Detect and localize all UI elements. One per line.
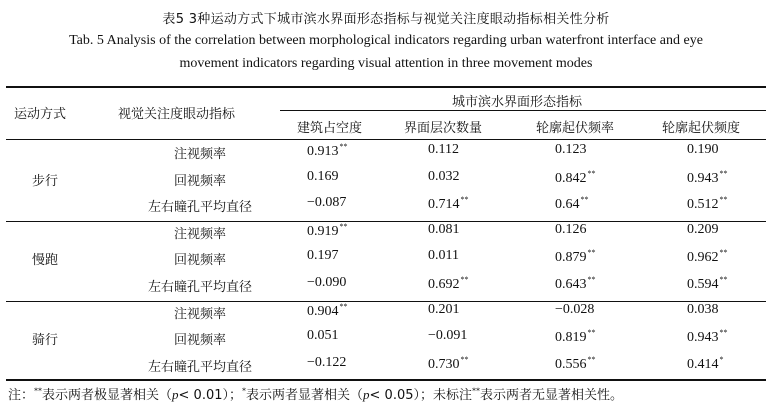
table-cell xyxy=(307,328,339,344)
table-cell xyxy=(307,275,346,291)
table-cell xyxy=(555,275,596,293)
note-lead: 注： xyxy=(8,388,35,403)
table-cell xyxy=(687,169,728,187)
cell-value: 0.201 xyxy=(428,301,460,317)
header-col-2: 界面层次数量 xyxy=(404,121,483,136)
note-mark-1: ** xyxy=(34,386,43,396)
significance-mark: ** xyxy=(719,248,728,258)
note-text-2: 表示两者显著相关（ xyxy=(246,388,364,403)
note-text-1: 表示两者极显著相关（ xyxy=(42,388,173,403)
significance-mark: ** xyxy=(719,195,728,205)
table-top-rule xyxy=(6,86,766,88)
significance-mark: ** xyxy=(587,248,596,258)
cell-value: 0.512 xyxy=(687,197,719,213)
table-caption-en-line1: Tab. 5 Analysis of the correlation between morphological indicators regarding urban waterfront interface and eye xyxy=(69,33,703,48)
cell-value: 0.943 xyxy=(687,170,719,186)
cell-value: 0.011 xyxy=(428,248,459,264)
group-separator-rule xyxy=(6,221,766,222)
table-caption-cn: 表5 3种运动方式下城市滨水界面形态指标与视觉关注度眼动指标相关性分析 xyxy=(162,12,610,27)
cell-value: 0.919 xyxy=(307,223,339,239)
cell-value: 0.126 xyxy=(555,221,587,237)
table-cell xyxy=(428,142,459,158)
cell-value: 0.913 xyxy=(307,144,339,159)
table-cell xyxy=(428,355,469,373)
table-cell xyxy=(307,195,346,211)
significance-mark: ** xyxy=(587,168,596,178)
header-metric: 视觉关注度眼动指标 xyxy=(118,107,236,122)
significance-mark: * xyxy=(719,354,724,364)
cell-value: 0.414 xyxy=(687,356,719,372)
cell-value: −0.122 xyxy=(307,354,347,370)
note-p-2: p xyxy=(363,387,370,402)
cell-value: 0.879 xyxy=(555,250,587,266)
row-metric-label: 回视频率 xyxy=(173,173,226,189)
significance-mark: ** xyxy=(587,354,596,364)
group-mode-label: 骑行 xyxy=(32,333,59,349)
significance-mark: ** xyxy=(339,301,348,311)
column-group-rule xyxy=(280,110,766,111)
row-metric-label: 左右瞳孔平均直径 xyxy=(147,200,252,216)
header-group: 城市滨水界面形态指标 xyxy=(452,95,583,110)
cell-value: 0.081 xyxy=(428,221,460,237)
table-cell xyxy=(428,328,467,344)
significance-mark: ** xyxy=(719,168,728,178)
significance-mark: ** xyxy=(460,354,469,364)
table-cell xyxy=(428,302,460,318)
header-bottom-rule xyxy=(6,139,766,140)
group-separator-rule xyxy=(6,301,766,302)
cell-value: 0.64 xyxy=(555,197,580,213)
header-mode: 运动方式 xyxy=(14,107,67,122)
table-cell xyxy=(307,248,339,264)
table-caption-en-line2: movement indicators regarding visual attention in three movement modes xyxy=(179,56,593,71)
table-cell xyxy=(687,248,728,266)
note-cond-1: < 0.01）； xyxy=(178,388,243,403)
table-cell xyxy=(555,142,587,158)
header-col-1: 建筑占空度 xyxy=(297,121,363,136)
cell-value: −0.091 xyxy=(428,328,468,344)
cell-value: 0.594 xyxy=(687,277,719,292)
cell-value: 0.556 xyxy=(555,356,587,372)
cell-value: 0.904 xyxy=(307,303,339,319)
note-mark-2: * xyxy=(242,386,247,396)
table-cell xyxy=(307,222,348,240)
row-metric-label: 注视频率 xyxy=(173,147,226,162)
row-metric-label: 注视频率 xyxy=(173,306,226,322)
table-cell xyxy=(687,195,728,213)
cell-value: 0.032 xyxy=(428,168,460,184)
group-mode-label: 慢跑 xyxy=(32,253,59,269)
significance-mark: ** xyxy=(339,142,348,151)
cell-value: 0.209 xyxy=(687,221,719,237)
cell-value: 0.169 xyxy=(307,168,339,184)
row-metric-label: 左右瞳孔平均直径 xyxy=(147,359,252,375)
table-cell xyxy=(307,142,348,160)
cell-value: 0.123 xyxy=(555,142,587,157)
cell-value: −0.087 xyxy=(307,195,347,211)
table-cell xyxy=(555,248,596,266)
table-cell xyxy=(555,328,596,346)
note-p-1: p xyxy=(172,387,179,402)
table-cell xyxy=(555,355,596,373)
table-cell xyxy=(687,328,728,346)
cell-value: 0.038 xyxy=(687,301,719,317)
significance-mark: ** xyxy=(580,195,589,205)
cell-value: −0.090 xyxy=(307,275,347,290)
table-cell xyxy=(307,355,346,371)
table-cell xyxy=(428,195,469,213)
table-cell xyxy=(687,302,719,318)
cell-value: 0.714 xyxy=(428,197,460,213)
row-metric-label: 注视频率 xyxy=(173,226,226,242)
table-cell xyxy=(687,142,719,158)
cell-value: 0.051 xyxy=(307,328,339,344)
significance-mark: ** xyxy=(460,275,469,284)
table-cell xyxy=(307,302,348,320)
table-cell xyxy=(555,195,589,213)
cell-value: 0.819 xyxy=(555,330,587,346)
cell-value: 0.112 xyxy=(428,142,459,157)
note-mark-3: ** xyxy=(472,386,481,396)
table-cell xyxy=(428,275,469,293)
table-cell xyxy=(307,169,339,185)
cell-value: 0.197 xyxy=(307,248,339,264)
cell-value: 0.943 xyxy=(687,330,719,346)
table-cell xyxy=(555,302,594,318)
cell-value: 0.643 xyxy=(555,277,587,292)
table-cell xyxy=(428,248,459,264)
table-cell xyxy=(687,275,728,293)
cell-value: 0.730 xyxy=(428,356,460,372)
significance-mark: ** xyxy=(587,328,596,338)
table-note xyxy=(8,384,623,403)
significance-mark: ** xyxy=(719,328,728,338)
table-cell xyxy=(428,169,460,185)
cell-value: −0.028 xyxy=(555,301,595,317)
row-metric-label: 回视频率 xyxy=(173,253,226,269)
table-cell xyxy=(555,222,587,238)
group-mode-label: 步行 xyxy=(32,173,59,189)
cell-value: 0.962 xyxy=(687,250,719,266)
significance-mark: ** xyxy=(460,195,469,205)
significance-mark: ** xyxy=(339,221,348,231)
header-col-3: 轮廓起伏频率 xyxy=(536,121,615,136)
table-cell xyxy=(687,355,724,373)
table-cell xyxy=(687,222,719,238)
row-metric-label: 左右瞳孔平均直径 xyxy=(147,280,252,295)
significance-mark: ** xyxy=(587,275,596,284)
note-text-3: 表示两者无显著相关性。 xyxy=(480,388,624,403)
note-cond-2: < 0.05）；未标注 xyxy=(369,388,473,403)
table-cell xyxy=(428,222,460,238)
cell-value: 0.842 xyxy=(555,170,587,186)
table-cell xyxy=(555,169,596,187)
row-metric-label: 回视频率 xyxy=(173,333,226,349)
table-bottom-rule xyxy=(6,379,766,381)
cell-value: 0.692 xyxy=(428,277,460,292)
cell-value: 0.190 xyxy=(687,142,719,157)
header-col-4: 轮廓起伏频度 xyxy=(662,121,741,136)
significance-mark: ** xyxy=(719,275,728,284)
